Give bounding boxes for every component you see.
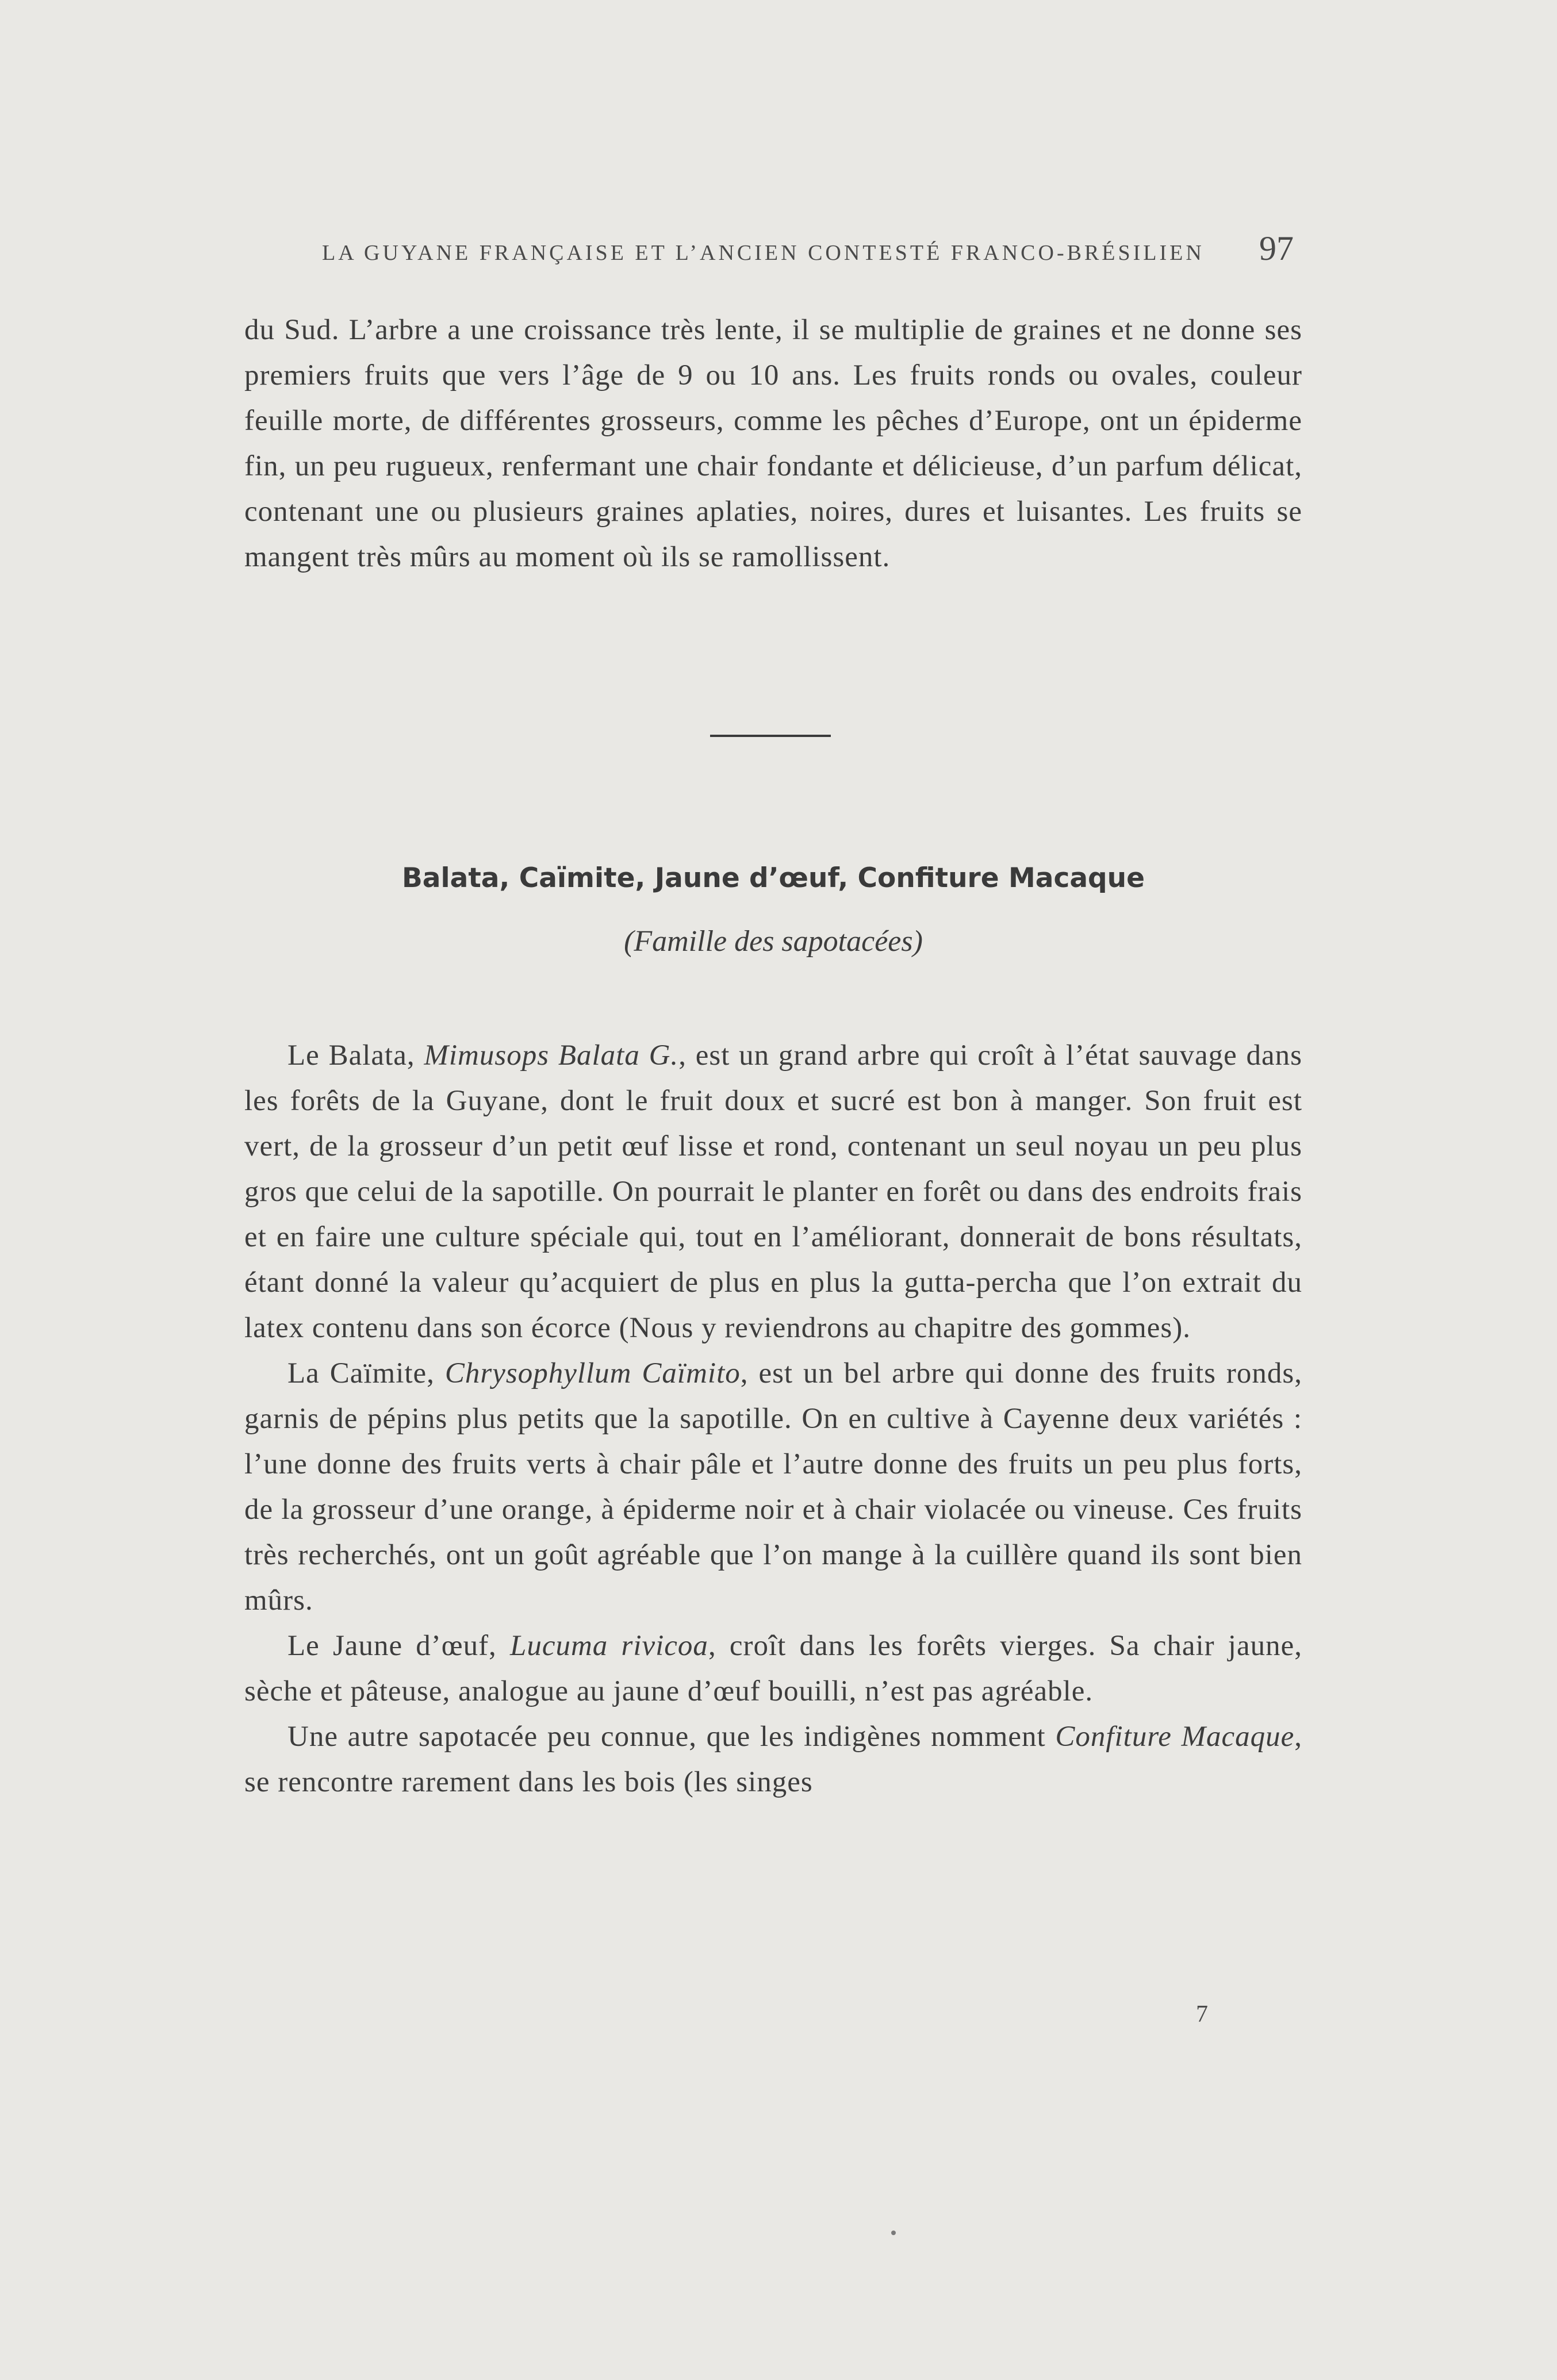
paragraph-caimite [244, 1351, 1302, 1623]
running-title: LA GUYANE FRANÇAISE ET L’ANCIEN CONTESTÉ FRANCO-BRÉSILIEN [322, 241, 1205, 265]
paper-speck [891, 2231, 896, 2235]
paragraph-jaune-doeuf [244, 1623, 1302, 1714]
paragraph-text: Le Jaune d’œuf, [287, 1630, 510, 1662]
species-name: Lucuma rivicoa [509, 1630, 708, 1662]
signature-mark: 7 [1196, 2001, 1208, 2028]
section-body [244, 1033, 1302, 1805]
paragraph-text: Le Balata, [287, 1039, 424, 1072]
section-subtitle: (Famille des sapotacées) [624, 925, 923, 958]
species-name: Confiture Macaque [1055, 1721, 1295, 1753]
running-head [322, 229, 1294, 275]
paragraph-text: , se rencontre rarement dans les bois (les singes [244, 1721, 1303, 1798]
species-name: Chrysophyllum Caïmito [444, 1357, 741, 1389]
species-name: Mimusops Balata G. [424, 1039, 679, 1072]
paragraph-balata [244, 1033, 1302, 1351]
paragraph-text: , croît dans les forêts vierges. Sa chair jaune, sèche et pâteuse, analogue au jaune d’œuf bouilli, n’est pas agréable. [244, 1630, 1302, 1707]
continued-paragraph [244, 308, 1302, 580]
paragraph-confiture-macaque [244, 1714, 1302, 1805]
section-divider [710, 735, 831, 737]
paragraph-text: La Caïmite, [287, 1357, 445, 1389]
paragraph-text: , est un grand arbre qui croît à l’état sauvage dans les forêts de la Guyane, dont le fruit doux et sucré est bon à manger. Son fruit est vert, de la grosseur d’un petit œuf lisse et rond, contenant un seul noyau un peu plus gros que celui de la sapotille. On pourrait le planter en forêt ou dans des endroits frais et en faire une culture spéciale qui, tout en l’améliorant, donnerait de bons résultats, étant donné la valeur qu’acquiert de plus en plus la gutta-percha que l’on extrait du latex contenu dans son écorce (Nous y reviendrons au chapitre des gommes). [244, 1039, 1303, 1344]
section-title: Balata, Caïmite, Jaune d’œuf, Confiture Macaque [401, 862, 1145, 894]
paragraph-text: Une autre sapotacée peu connue, que les indigènes nomment [287, 1721, 1056, 1753]
paragraph-text: du Sud. L’arbre a une croissance très lente, il se multiplie de graines et ne donne ses premiers fruits que vers l’âge de 9 ou 10 ans. Les fruits ronds ou ovales, couleur feuille morte, de différentes grosseurs, comme les pêches d’Europe, ont un épiderme fin, un peu rugueux, renfermant une chair fondante et délicieuse, d’un parfum délicat, contenant une ou plusieurs graines aplaties, noires, dures et luisantes. Les fruits se mangent très mûrs au moment où ils se ramollissent. [244, 314, 1302, 573]
paragraph-text: , est un bel arbre qui donne des fruits ronds, garnis de pépins plus petits que la sapotille. On en cultive à Cayenne deux variétés : l’une donne des fruits verts à chair pâle et l’autre donne des fruits un peu plus forts, de la grosseur d’une orange, à épiderme noir et à chair violacée ou vineuse. Ces fruits très recherchés, ont un goût agréable que l’on mange à la cuillère quand ils sont bien mûrs. [244, 1357, 1302, 1617]
page-number: 97 [1259, 229, 1294, 267]
